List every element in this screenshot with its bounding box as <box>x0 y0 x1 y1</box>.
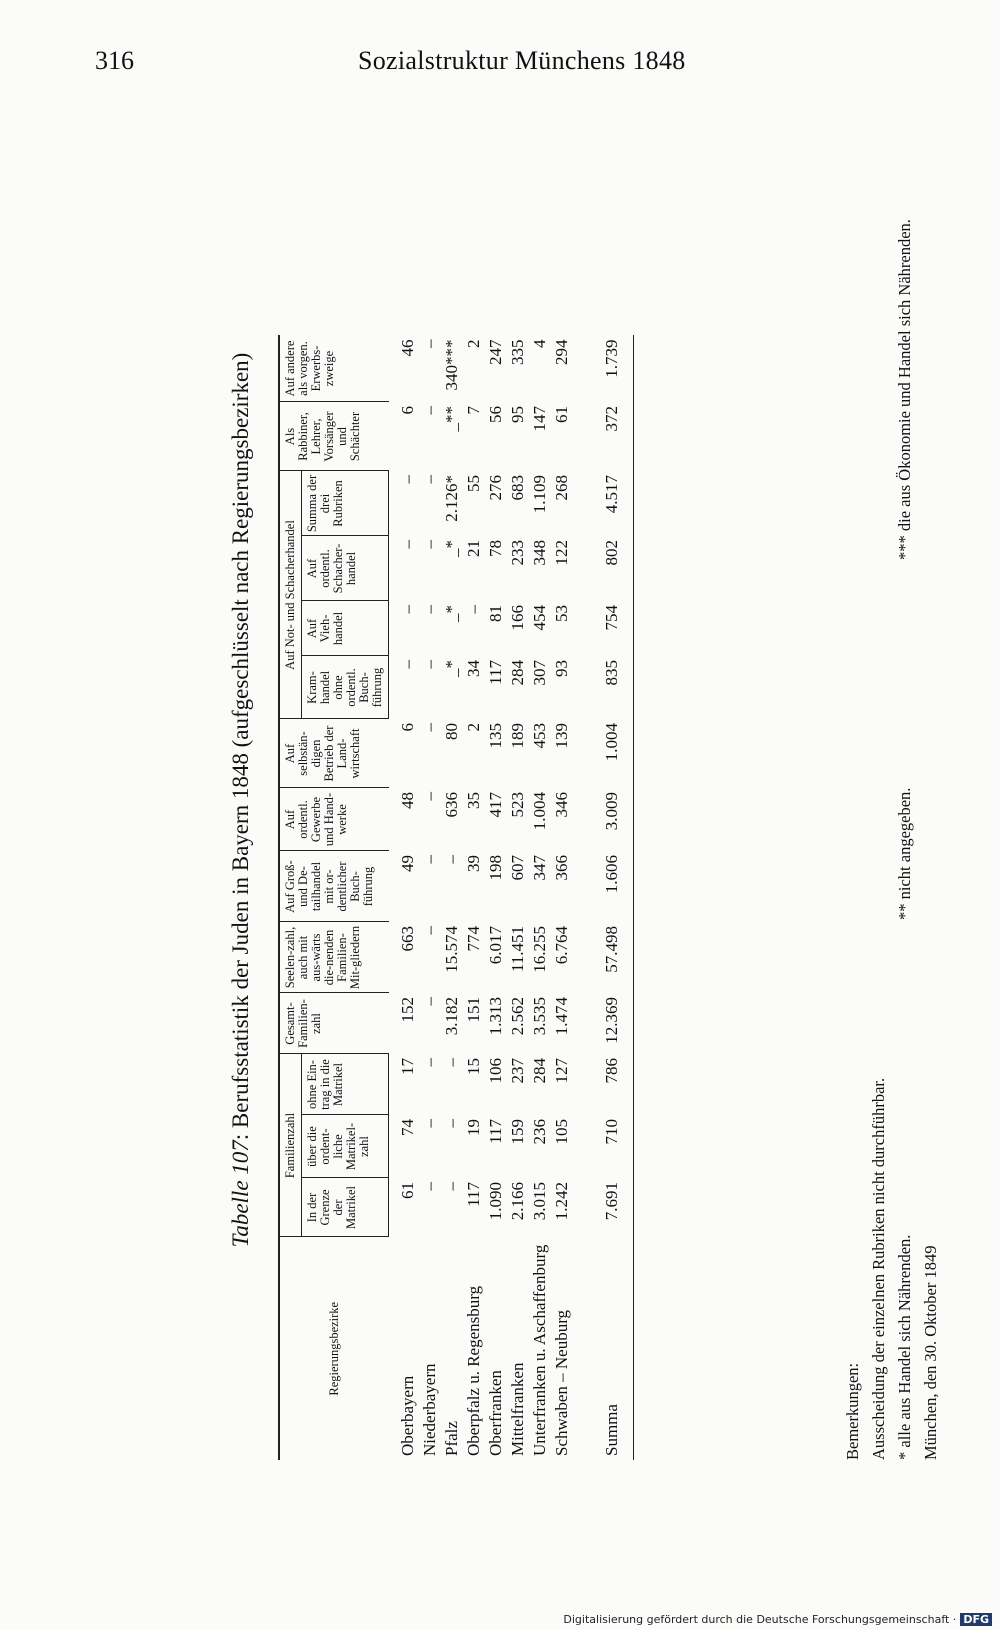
table-cell: – <box>420 339 439 348</box>
table-cell: 74 <box>398 1119 417 1136</box>
table-cell: 454 <box>530 605 549 631</box>
rotated-table-block <box>220 110 940 1460</box>
table-cell: 6 <box>397 406 417 415</box>
table-cell: 7 <box>464 406 483 415</box>
table-cell: 417 <box>486 792 505 818</box>
region-name: Unterfranken u. Aschaffenburg <box>530 1244 549 1456</box>
table-cell: 56 <box>486 406 505 423</box>
table-cell: 17 <box>398 1058 417 1075</box>
table-cell: 346 <box>552 792 571 818</box>
table-cell: 1.090 <box>486 1182 505 1221</box>
table-cell: – <box>442 1058 461 1067</box>
col-kramhandel: Kram-handel ohne ordentl. Buch-führung <box>302 656 389 719</box>
table-cell: 34 <box>464 660 483 677</box>
table-cell: 53 <box>552 605 571 622</box>
table-cell: 366 <box>552 855 571 881</box>
table-cell: – <box>442 1119 461 1128</box>
table-cell: 159 <box>508 1119 527 1145</box>
table-cell: 55 <box>464 475 483 492</box>
table-cell: _** <box>442 406 461 432</box>
table-cell: – <box>420 855 439 864</box>
table-cell: – <box>420 540 439 549</box>
table-cell: _* <box>442 540 461 557</box>
table-row <box>389 336 420 1461</box>
table-cell: 7.691 <box>583 1178 634 1237</box>
table-cell: 105 <box>552 1119 571 1145</box>
col-andere: Auf andere als vorgen. Erwerbs-zweige <box>279 336 389 403</box>
table-row <box>507 336 529 1461</box>
col-ueber-die: über die ordent-liche Matrikel-zahl <box>302 1115 389 1178</box>
col-schacherhandel: Auf ordentl. Schacher-handel <box>302 536 389 601</box>
table-cell: 710 <box>583 1115 634 1178</box>
col-ohne-eintrag: ohne Ein-trag in die Matrikel <box>302 1054 389 1115</box>
table-cell: 1.313 <box>486 997 505 1036</box>
table-cell: 39 <box>464 855 483 872</box>
table-cell: – <box>464 605 483 614</box>
table-cell: 49 <box>397 855 417 872</box>
table-row <box>419 336 441 1461</box>
table-row <box>463 336 485 1461</box>
table-cell: 95 <box>508 406 527 423</box>
table-cell: – <box>420 723 439 732</box>
table-cell: 15.574 <box>442 926 461 973</box>
table-cell: – <box>442 855 461 864</box>
table-cell: – <box>398 540 417 549</box>
table-cell: 754 <box>583 601 634 656</box>
table-cell: 683 <box>508 475 527 501</box>
table-cell: 4.517 <box>583 471 634 536</box>
table-row <box>551 336 573 1461</box>
table-cell: 166 <box>508 605 527 631</box>
table-cell: 139 <box>552 723 571 749</box>
notes-heading: Bemerkungen: <box>843 1362 862 1460</box>
notes-heading-row <box>840 160 866 1460</box>
table-cell: 48 <box>397 792 417 809</box>
notes-line1: Ausscheidung der einzelnen Rubriken nicht durchführbar. <box>869 1077 888 1460</box>
table-cell: 93 <box>552 660 571 677</box>
table-cell: 340*** <box>442 339 461 391</box>
col-gross-detail: Auf Groß- und De-tailhandel mit or-dentlicher Buch-führung <box>279 851 389 922</box>
table-cell: 307 <box>530 660 549 686</box>
table-cell: 372 <box>583 402 634 471</box>
table-cell: 122 <box>552 540 571 566</box>
table-cell: 135 <box>486 723 505 749</box>
table-cell: 335 <box>508 339 527 365</box>
col-viehhandel: Auf Vieh-handel <box>302 601 389 656</box>
table-cell: – <box>420 605 439 614</box>
col-rabbiner: Als Rabbiner, Lehrer, Vorsänger und Schächter <box>279 402 389 471</box>
date-row <box>918 160 944 1460</box>
table-cell: – <box>442 1182 461 1191</box>
table-cell: 81 <box>486 605 505 622</box>
table-cell: 61 <box>552 406 571 423</box>
table-cell: 802 <box>583 536 634 601</box>
table-cell: 774 <box>464 926 483 952</box>
digitization-footer <box>563 1613 992 1626</box>
table-cell: – <box>420 475 439 484</box>
table-cell: 2.126* <box>442 475 461 522</box>
table-cell: 835 <box>583 656 634 719</box>
table-cell: 61 <box>398 1182 417 1199</box>
table-cell: 636 <box>442 792 461 818</box>
table-row <box>441 336 463 1461</box>
footer-text: Digitalisierung gefördert durch die Deutsche Forschungsgemeinschaft · <box>563 1613 957 1626</box>
table-row <box>529 336 551 1461</box>
table-cell: 15 <box>464 1058 483 1075</box>
table-cell: _* <box>442 605 461 622</box>
running-title: Sozialstruktur Münchens 1848 <box>358 46 686 75</box>
table-cell: 276 <box>486 475 505 501</box>
table-cell: 198 <box>486 855 505 881</box>
dfg-logo: DFG <box>960 1613 992 1626</box>
spacer-cell <box>573 336 583 1461</box>
page-number: 316 <box>95 46 134 75</box>
table-cell: 3.009 <box>583 788 634 851</box>
table-cell: 4 <box>530 339 549 348</box>
table-cell: 6.764 <box>552 926 571 965</box>
table-cell: 1.004 <box>583 719 634 788</box>
table-cell: 2 <box>464 723 483 732</box>
col-group-familienzahl: Familienzahl <box>279 1054 302 1237</box>
table-cell: 106 <box>486 1058 505 1084</box>
table-cell: 3.015 <box>530 1182 549 1221</box>
table-cell: 78 <box>486 540 505 557</box>
col-group-not-schacher: Auf Not- und Schacherhandel <box>279 471 302 719</box>
spacer-row <box>573 336 583 1461</box>
table-cell: – <box>398 660 417 669</box>
table-cell: – <box>420 660 439 669</box>
table-cell: – <box>420 1119 439 1128</box>
table-cell: – <box>420 997 439 1006</box>
table-cell: – <box>420 1182 439 1191</box>
table-cell: 46 <box>397 339 417 357</box>
region-name: Oberbayern <box>397 1375 417 1456</box>
table-cell: 19 <box>464 1119 483 1136</box>
region-name: Oberfranken <box>486 1370 505 1456</box>
table-cell: 348 <box>530 540 549 566</box>
table-cell: 2 <box>464 339 483 348</box>
table-cell: 237 <box>508 1058 527 1084</box>
col-gewerbe: Auf ordentl. Gewerbe und Hand-werke <box>279 788 389 851</box>
statistics-table <box>278 336 634 1461</box>
notes-section <box>840 160 944 1460</box>
table-title-italic: Tabelle 107 <box>228 1140 253 1248</box>
region-name: Niederbayern <box>420 1363 439 1456</box>
table-cell: – <box>420 406 439 415</box>
table-title <box>228 150 254 1450</box>
table-cell: 12.369 <box>583 993 634 1054</box>
table-cell: 523 <box>508 792 527 818</box>
col-landwirtschaft: Auf selbstän-digen Betrieb der Land-wirtschaft <box>279 719 389 788</box>
table-cell: – <box>398 605 417 614</box>
table-cell: _* <box>442 660 461 677</box>
table-cell: 2.166 <box>508 1182 527 1221</box>
col-gesamt: Gesamt-Familien-zahl <box>279 993 389 1054</box>
table-cell: 1.739 <box>583 336 634 403</box>
table-cell: – <box>398 475 417 484</box>
footnotes-row <box>892 160 918 1460</box>
table-cell: 147 <box>530 406 549 432</box>
table-cell: 1.606 <box>583 851 634 922</box>
table-cell: 233 <box>508 540 527 566</box>
table-cell: 1.474 <box>552 997 571 1036</box>
table-cell: 6.017 <box>486 926 505 965</box>
table-title-rest: : Berufsstatistik der Juden in Bayern 1848 (aufgeschlüsselt nach Regierungsbezirken) <box>228 352 253 1141</box>
table-cell: – <box>420 792 439 801</box>
col-seelenzahl: Seelen-zahl, auch mit aus-wärts die-nenden Familien-Mit-gliedern <box>279 922 389 993</box>
table-cell: 607 <box>508 855 527 881</box>
region-name: Summa <box>583 1237 634 1460</box>
table-row <box>485 336 507 1461</box>
table-cell: 284 <box>530 1058 549 1084</box>
footnote-3: *** die aus Ökonomie und Handel sich Nährenden. <box>895 219 914 560</box>
table-cell: 663 <box>397 926 417 952</box>
table-cell: 268 <box>552 475 571 501</box>
table-cell: 1.004 <box>530 792 549 831</box>
col-regierungsbezirke: Regierungsbezirke <box>279 1237 389 1460</box>
col-in-der-grenze: In der Grenze der Matrikel <box>302 1178 389 1237</box>
table-cell: 35 <box>464 792 483 809</box>
table-cell: 117 <box>486 1119 505 1144</box>
footnote-2: ** nicht angegeben. <box>895 787 914 920</box>
region-name: Pfalz <box>442 1421 461 1456</box>
table-cell: 117 <box>486 660 505 685</box>
table-cell: 3.182 <box>442 997 461 1036</box>
table-cell: 236 <box>530 1119 549 1145</box>
table-cell: 294 <box>552 339 571 365</box>
notes-line-row <box>866 160 892 1460</box>
footnote-1: * alle aus Handel sich Nährenden. <box>895 1234 914 1460</box>
table-cell: 2.562 <box>508 997 527 1036</box>
table-cell: 57.498 <box>583 922 634 993</box>
region-name: Mittelfranken <box>508 1362 527 1456</box>
table-cell: 11.451 <box>508 926 527 973</box>
region-name: Schwaben – Neuburg <box>552 1309 571 1456</box>
table-cell: 151 <box>464 997 483 1023</box>
table-cell: 3.535 <box>530 997 549 1036</box>
table-cell: 189 <box>508 723 527 749</box>
table-cell: 453 <box>530 723 549 749</box>
table-cell: 80 <box>442 723 461 740</box>
region-name: Oberpfalz u. Regensburg <box>464 1285 483 1456</box>
table-cell: 117 <box>464 1182 483 1207</box>
table-cell: 152 <box>397 997 417 1023</box>
table-cell: 21 <box>464 540 483 557</box>
table-cell: 16.255 <box>530 926 549 973</box>
summa-row <box>583 336 634 1461</box>
table-cell: – <box>420 1058 439 1067</box>
table-cell: 6 <box>397 723 417 732</box>
table-cell: 247 <box>486 339 505 365</box>
table-cell: 284 <box>508 660 527 686</box>
date-line: München, den 30. Oktober 1849 <box>921 1245 940 1460</box>
table-cell: 127 <box>552 1058 571 1084</box>
table-cell: 786 <box>583 1054 634 1115</box>
table-cell: 1.242 <box>552 1182 571 1221</box>
col-summa-drei: Summa der drei Rubriken <box>302 471 389 536</box>
table-cell: 1.109 <box>530 475 549 514</box>
table-cell: 347 <box>530 855 549 881</box>
table-cell: – <box>420 926 439 935</box>
